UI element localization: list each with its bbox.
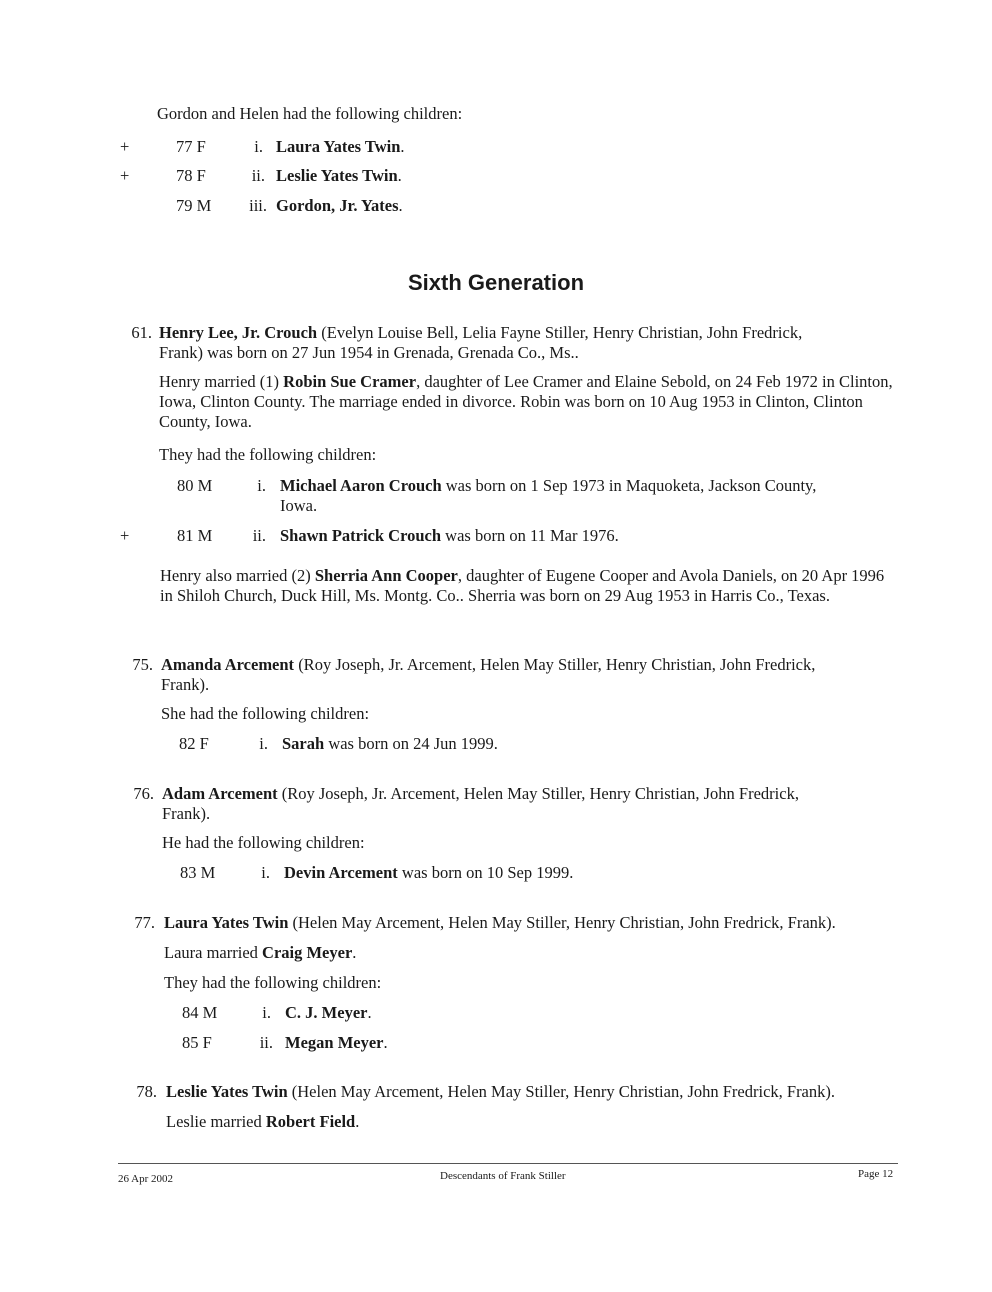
child-name: Gordon, Jr. Yates <box>276 196 399 215</box>
child-roman: ii. <box>259 1033 273 1052</box>
lineage-text-continued: Frank). <box>162 804 211 824</box>
child-number: 84 M <box>182 1003 218 1022</box>
entry-lineage <box>166 1082 901 1102</box>
footer-divider <box>118 1163 898 1164</box>
child-name: Laura Yates Twin <box>276 137 401 156</box>
child-name-line <box>280 526 619 546</box>
child-detail: was born on 11 Mar 1976. <box>441 526 619 545</box>
person-name: Henry Lee, Jr. Crouch <box>159 323 318 342</box>
child-number: 85 F <box>182 1033 212 1052</box>
has-descendants-marker: + <box>120 166 130 185</box>
spouse-name: Sherria Ann Cooper <box>314 566 458 585</box>
child-roman: i. <box>257 476 266 495</box>
child-detail: was born on 10 Sep 1999. <box>397 863 574 882</box>
generation-heading: Sixth Generation <box>407 270 585 295</box>
marriage-prefix: Leslie married <box>166 1112 266 1131</box>
child-name-line <box>280 476 816 496</box>
lineage-text: (Helen May Arcement, Helen May Stiller, Henry Christian, John Fredrick, Frank). <box>291 1082 836 1101</box>
entry-lineage <box>164 913 899 933</box>
lineage-text: (Roy Joseph, Jr. Arcement, Helen May Stiller, Henry Christian, John Fredrick, <box>281 784 799 803</box>
entry-number: 75. <box>132 655 153 674</box>
marriage-detail: , daughter of Eugene Cooper and Avola Daniels, on 20 Apr 1996 in Shiloh Church, Duck Hill, Ms. Montg. Co.. Sherria was born on 29 Aug 1953 in Harris Co., Texas. <box>160 566 885 606</box>
child-name-line <box>276 137 405 157</box>
entry-number: 77. <box>134 913 155 932</box>
child-detail-continued: Iowa. <box>280 496 318 515</box>
child-number: 78 F <box>176 166 206 185</box>
marriage-paragraph <box>159 372 894 432</box>
child-roman: iii. <box>249 196 267 215</box>
marriage-paragraph <box>164 943 894 963</box>
child-name-line <box>276 166 402 186</box>
marriage-detail: . <box>352 943 357 962</box>
child-name: Devin Arcement <box>284 863 398 882</box>
marriage-paragraph <box>160 566 890 606</box>
child-roman: i. <box>254 137 263 156</box>
footer-title: Descendants of Frank Stiller <box>440 1170 566 1182</box>
children-intro: They had the following children: <box>164 973 382 992</box>
child-name-line <box>276 196 403 216</box>
child-detail: . <box>367 1003 372 1022</box>
marriage-prefix: Henry also married (2) <box>160 566 315 585</box>
child-number: 82 F <box>179 734 209 753</box>
child-name: Megan Meyer <box>285 1033 384 1052</box>
person-name: Adam Arcement <box>162 784 278 803</box>
has-descendants-marker: + <box>120 526 130 545</box>
child-number: 80 M <box>177 476 213 495</box>
lineage-text: (Helen May Arcement, Helen May Stiller, Henry Christian, John Fredrick, Frank). <box>292 913 836 932</box>
child-roman: ii. <box>252 526 266 545</box>
children-intro: Gordon and Helen had the following children: <box>157 104 463 123</box>
child-detail: . <box>397 166 402 185</box>
spouse-name: Robin Sue Cramer <box>283 372 417 391</box>
children-intro: He had the following children: <box>162 833 365 852</box>
marriage-detail: , daughter of Lee Cramer and Elaine Sebold, on 24 Feb 1972 in Clinton, Iowa, Clinton County. The marriage ended in divorce. Robin was born on 10 Aug 1953 in Clinton, Clinton County, Iowa. <box>159 372 893 432</box>
lineage-text: (Roy Joseph, Jr. Arcement, Helen May Stiller, Henry Christian, John Fredrick, <box>298 655 816 674</box>
entry-lineage <box>162 784 892 824</box>
child-detail: was born on 24 Jun 1999. <box>324 734 498 753</box>
marriage-prefix: Henry married (1) <box>159 372 284 391</box>
child-roman: i. <box>259 734 268 753</box>
footer-page-number: Page 12 <box>858 1168 894 1180</box>
marriage-prefix: Laura married <box>164 943 263 962</box>
entry-lineage <box>159 323 889 363</box>
lineage-text: (Evelyn Louise Bell, Lelia Fayne Stiller, Henry Christian, John Fredrick, <box>321 323 803 342</box>
child-name-line <box>282 734 498 754</box>
entry-number: 78. <box>136 1082 157 1101</box>
entry-number: 61. <box>131 323 152 342</box>
footer-date: 26 Apr 2002 <box>118 1173 173 1185</box>
entry-lineage <box>161 655 891 695</box>
child-name: C. J. Meyer <box>285 1003 368 1022</box>
child-detail: . <box>400 137 405 156</box>
child-number: 81 M <box>177 526 213 545</box>
children-intro: They had the following children: <box>159 445 377 464</box>
child-name: Michael Aaron Crouch <box>280 476 442 495</box>
child-roman: ii. <box>251 166 265 185</box>
child-roman: i. <box>262 1003 271 1022</box>
child-name: Sarah <box>282 734 325 753</box>
spouse-name: Robert Field <box>265 1112 356 1131</box>
marriage-detail: . <box>355 1112 360 1131</box>
child-name-line <box>285 1003 372 1023</box>
birth-text: Frank) was born on 27 Jun 1954 in Grenada, Grenada Co., Ms.. <box>159 343 579 363</box>
child-name: Shawn Patrick Crouch <box>280 526 442 545</box>
child-detail: . <box>398 196 403 215</box>
person-name: Laura Yates Twin <box>164 913 289 932</box>
child-number: 79 M <box>176 196 212 215</box>
child-detail: . <box>383 1033 388 1052</box>
child-number: 77 F <box>176 137 206 156</box>
spouse-name: Craig Meyer <box>262 943 353 962</box>
child-name-line <box>285 1033 388 1053</box>
child-name-line <box>284 863 573 883</box>
person-name: Amanda Arcement <box>161 655 295 674</box>
children-intro: She had the following children: <box>161 704 370 723</box>
marriage-paragraph <box>166 1112 896 1132</box>
child-name: Leslie Yates Twin <box>276 166 398 185</box>
child-roman: i. <box>261 863 270 882</box>
lineage-text-continued: Frank). <box>161 675 210 695</box>
entry-number: 76. <box>133 784 154 803</box>
has-descendants-marker: + <box>120 137 130 156</box>
person-name: Leslie Yates Twin <box>166 1082 288 1101</box>
child-number: 83 M <box>180 863 216 882</box>
child-detail: was born on 1 Sep 1973 in Maquoketa, Jackson County, <box>441 476 817 495</box>
